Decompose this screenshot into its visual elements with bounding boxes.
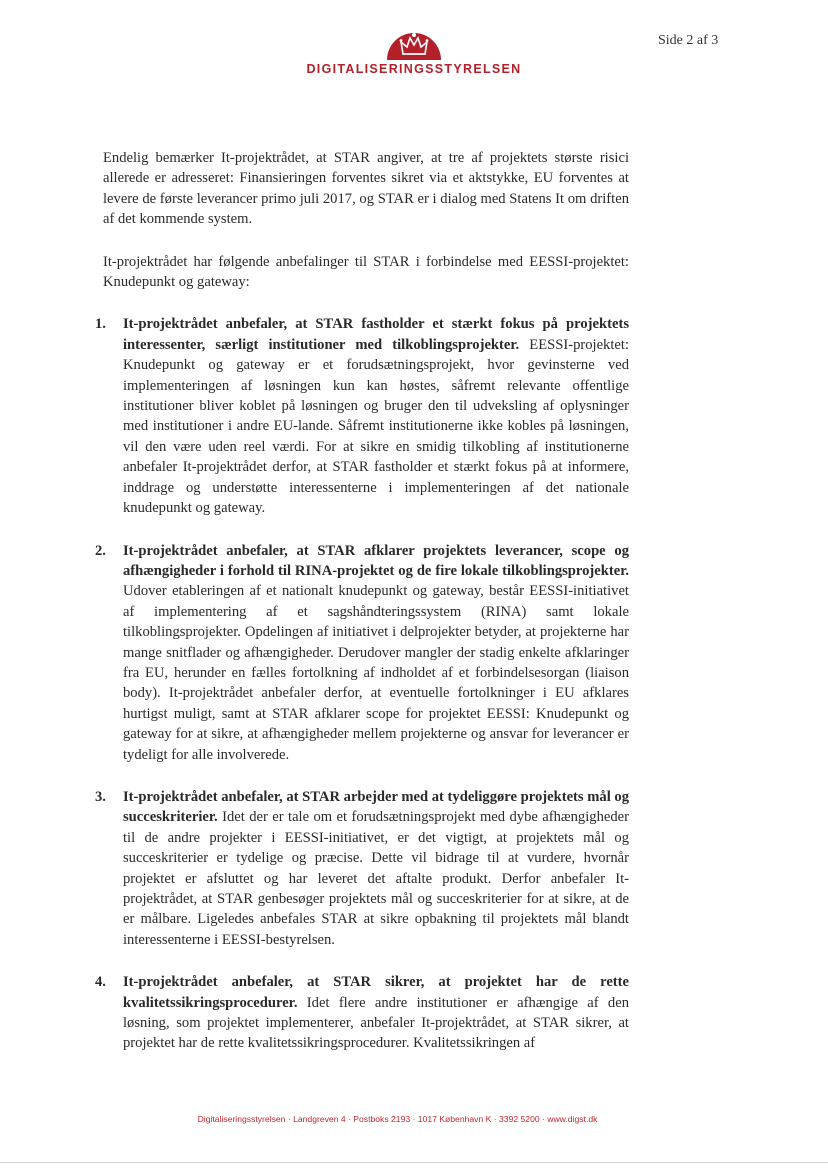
recommendation-text: EESSI-projektet: Knudepunkt og gateway er et forudsætningsprojekt, hvor gevinsterne ved implementeringen af løsningen kun kan høstes, såfremt relevante offentlige institutioner bliver koblet på løsningen og bruger den til udveksling af oplysninger med institutioner i andre EU-lande. Såfremt institutionerne ikke kobles på løsningen, vil den være uden reel værdi. For at sikre en smidig tilkobling af institutionerne anbefaler It-projektrådet derfor, at STAR fastholder et stærkt fokus på at informere, inddrage og understøtte interessenterne i implementeringen af det nationale knudepunkt og gateway.	[123, 336, 629, 517]
page-number: Side 2 af 3	[658, 33, 719, 48]
recommendation-number: 4.	[95, 974, 106, 991]
recommendation-item	[95, 541, 629, 765]
recommendation-lead: It-projektrådet anbefaler, at STAR afklarer projektets leverancer, scope og afhængigheder i forhold til RINA-projektet og de fire lokale tilkoblingsprojekter.	[123, 542, 629, 579]
footer-address: Digitaliseringsstyrelsen · Landgreven 4 · Postboks 2193 · 1017 København K · 3392 5200 · www.digst.dk	[197, 1114, 598, 1124]
recommendation-item	[95, 972, 629, 1054]
recommendation-item	[95, 787, 629, 950]
paragraph-intro: Endelig bemærker It-projektrådet, at STAR angiver, at tre af projektets største risici allerede er adresseret: Finansieringen forventes sikret via et aktstykke, EU forventes at levere de første leverancer primo juli 2017, og STAR er i dialog med Statens It om driften af det kommende system.	[103, 150, 629, 228]
recommendation-text: Idet der er tale om et forudsætningsprojekt med dybe afhængigheder til de andre projekter i EESSI-initiativet, er det vigtigt, at projektets mål og succeskriterier er tydelige og præcise. Dette vil bidrage til at vurdere, hvornår projektet er afsluttet og har leveret det aftalte produkt. Derfor anbefaler It-projektrådet, at STAR genbesøger projektets mål og succeskriterier for at sikre, at de er målbare. Ligeledes anbefales STAR at sikre opbakning til projektets mål blandt interessenterne i EESSI-bestyrelsen.	[123, 809, 629, 948]
recommendation-number: 2.	[95, 542, 106, 559]
recommendation-lead: It-projektrådet anbefaler, at STAR sikrer, at projektet har de rette kvalitetssikringsprocedurer.	[123, 974, 629, 1011]
recommendation-number: 3.	[95, 788, 106, 805]
recommendation-list	[95, 314, 629, 1053]
recommendation-item	[95, 314, 629, 518]
recommendation-text: Idet flere andre institutioner er afhængige af den løsning, som projektet implementerer, anbefaler It-projektrådet, at STAR sikrer, at projektet har de rette kvalitetssikringsprocedurer. Kvalitetssikringen af	[123, 994, 629, 1052]
recommendation-number: 1.	[95, 316, 106, 333]
recommendation-lead: It-projektrådet anbefaler, at STAR arbejder med at tydeliggøre projektets mål og succeskriterier.	[123, 788, 629, 826]
agency-logo	[0, 26, 828, 76]
recommendation-text: Udover etableringen af et nationalt knudepunkt og gateway, består EESSI-initiativet af implementering af et sagshåndteringssystem (RINA) samt lokale tilkoblingsprojekter. Opdelingen af initiativet i delprojekter betyder, at projekterne har mange snitflader og afhængigheder. Derudover mangler der stadig enkelte afklaringer fra EU, herunder en fælles fortolkning af indholdet af et forbindelsesorgan (liaison body). It-projektrådet anbefaler derfor, at eventuelle fortolkninger i EU afklares hurtigst muligt, samt at STAR afklarer scope for projektet EESSI: Knudepunkt og gateway for at sikre, at afhængigheder mellem projekterne og ansvar for leverancer er tydeligt for alle involverede.	[123, 583, 629, 763]
recommendation-lead: It-projektrådet anbefaler, at STAR fastholder et stærkt fokus på projektets interessenter, særligt institutioner med tilkoblingsprojekter.	[123, 316, 629, 353]
crown-icon	[385, 26, 443, 60]
paragraph-recommendations-intro: It-projektrådet har følgende anbefalinger til STAR i forbindelse med EESSI-projektet: Knudepunkt og gateway:	[103, 253, 629, 291]
footer-divider	[0, 1162, 828, 1163]
agency-name: DIGITALISERINGSSTYRELSEN	[306, 62, 522, 76]
document-body	[95, 148, 629, 1076]
